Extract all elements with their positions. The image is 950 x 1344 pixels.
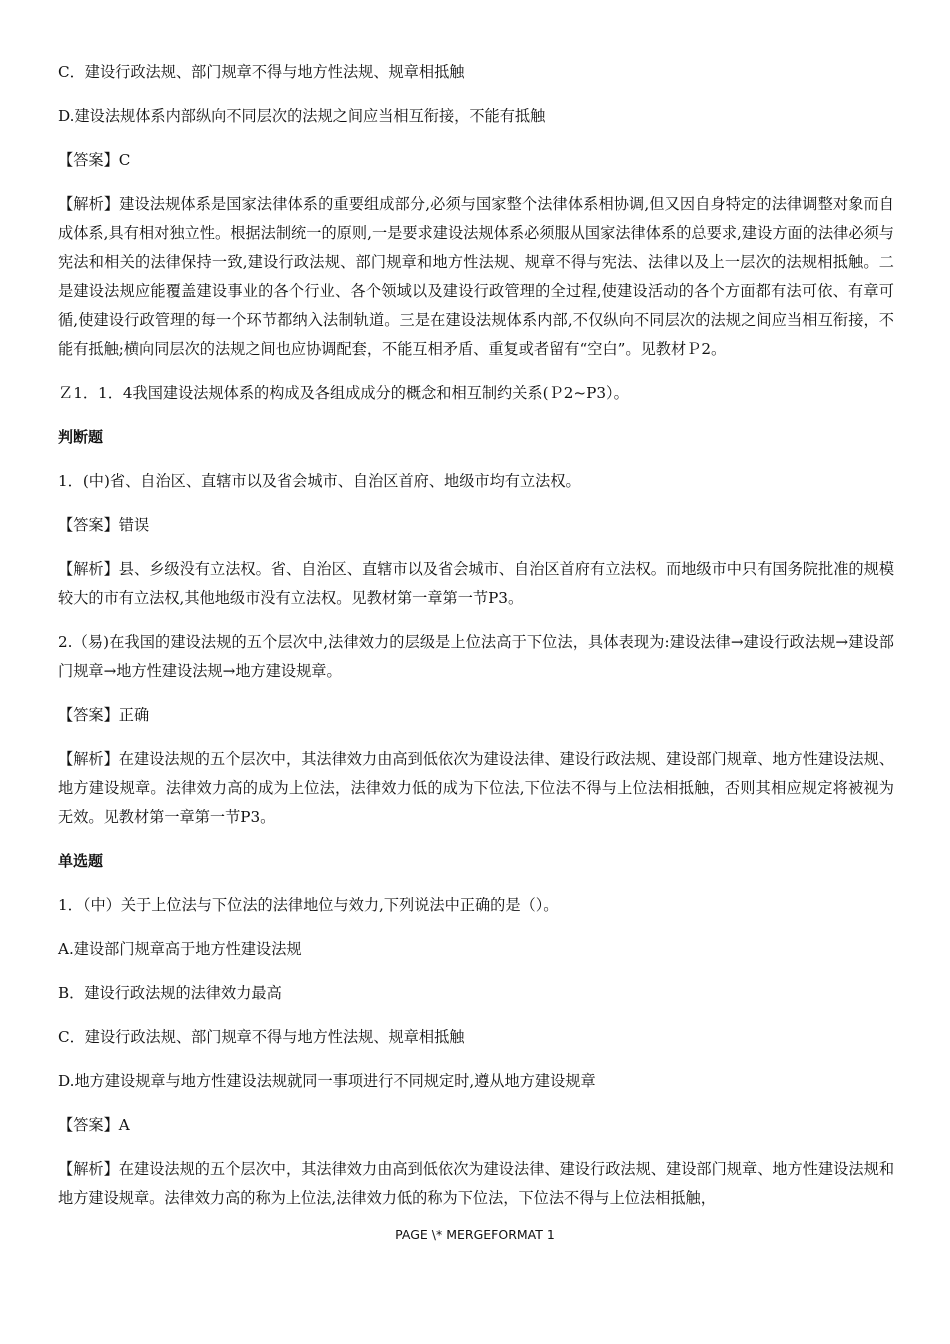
judgment-q2: 2.（易)在我国的建设法规的五个层次中,法律效力的层级是上位法高于下位法，具体表现为:建设法律→建设行政法规→建设部门规章→地方性建设法规→地方建设规章。 [58,633,894,680]
section-title: Ｚ1．1．4我国建设法规体系的构成及各组成成分的概念和相互制约关系(Ｐ2~P3）。 [58,384,629,402]
document-body [58,58,894,1228]
single-q1-answer: 【答案】A [58,1116,130,1134]
judgment-q1-answer: 【答案】错误 [58,516,150,534]
single-q1-option-a: A.建设部门规章高于地方性建设法规 [58,940,302,958]
judgment-q2-answer: 【答案】正确 [58,706,150,724]
judgment-q1: 1．(中)省、自治区、直辖市以及省会城市、自治区首府、地级市均有立法权。 [58,472,581,490]
option-c-prev: C．建设行政法规、部门规章不得与地方性法规、规章相抵触 [58,63,465,81]
heading-single-choice: 单选题 [58,852,104,870]
judgment-q1-analysis: 【解析】县、乡级没有立法权。省、自治区、直辖市以及省会城市、自治区首府有立法权。而地级市中只有国务院批准的规模较大的市有立法权,其他地级市没有立法权。见教材第一章第一节P3。 [58,560,894,607]
answer-prev: 【答案】C [58,151,131,169]
single-q1-option-b: B．建设行政法规的法律效力最高 [58,984,282,1002]
judgment-q2-analysis: 【解析】在建设法规的五个层次中，其法律效力由高到低依次为建设法律、建设行政法规、建设部门规章、地方性建设法规、地方建设规章。法律效力高的成为上位法，法律效力低的成为下位法,下位法不得与上位法相抵触，否则其相应规定将被视为无效。见教材第一章第一节P3。 [58,750,894,826]
heading-judgment: 判断题 [58,428,104,446]
single-q1: 1．（中）关于上位法与下位法的法律地位与效力,下列说法中正确的是（）。 [58,896,559,914]
option-d-prev: D.建设法规体系内部纵向不同层次的法规之间应当相互衔接，不能有抵触 [58,107,546,125]
page-footer: PAGE \* MERGEFORMAT 1 [395,1227,555,1242]
single-q1-analysis: 【解析】在建设法规的五个层次中，其法律效力由高到低依次为建设法律、建设行政法规、建设部门规章、地方性建设法规和地方建设规章。法律效力高的称为上位法,法律效力低的称为下位法，下位法不得与上位法相抵触， [58,1160,894,1207]
single-q1-option-d: D.地方建设规章与地方性建设法规就同一事项进行不同规定时,遵从地方建设规章 [58,1072,596,1090]
single-q1-option-c: C．建设行政法规、部门规章不得与地方性法规、规章相抵触 [58,1028,465,1046]
analysis-prev: 【解析】建设法规体系是国家法律体系的重要组成部分,必须与国家整个法律体系相协调,但又因自身特定的法律调整对象而自成体系,具有相对独立性。根据法制统一的原则,一是要求建设法规体系必须服从国家法律体系的总要求,建设方面的法律必须与宪法和相关的法律保持一致,建设行政法规、部门规章和地方性法规、规章不得与宪法、法律以及上一层次的法规相抵触。二是建设法规应能覆盖建设事业的各个行业、各个领域以及建设行政管理的全过程,使建设活动的各个方面都有法可依、有章可循,使建设行政管理的每一个环节都纳入法制轨道。三是在建设法规体系内部,不仅纵向不同层次的法规之间应当相互衔接，不能有抵触;横向同层次的法规之间也应协调配套，不能互相矛盾、重复或者留有“空白”。见教材Ｐ2。 [58,195,894,358]
